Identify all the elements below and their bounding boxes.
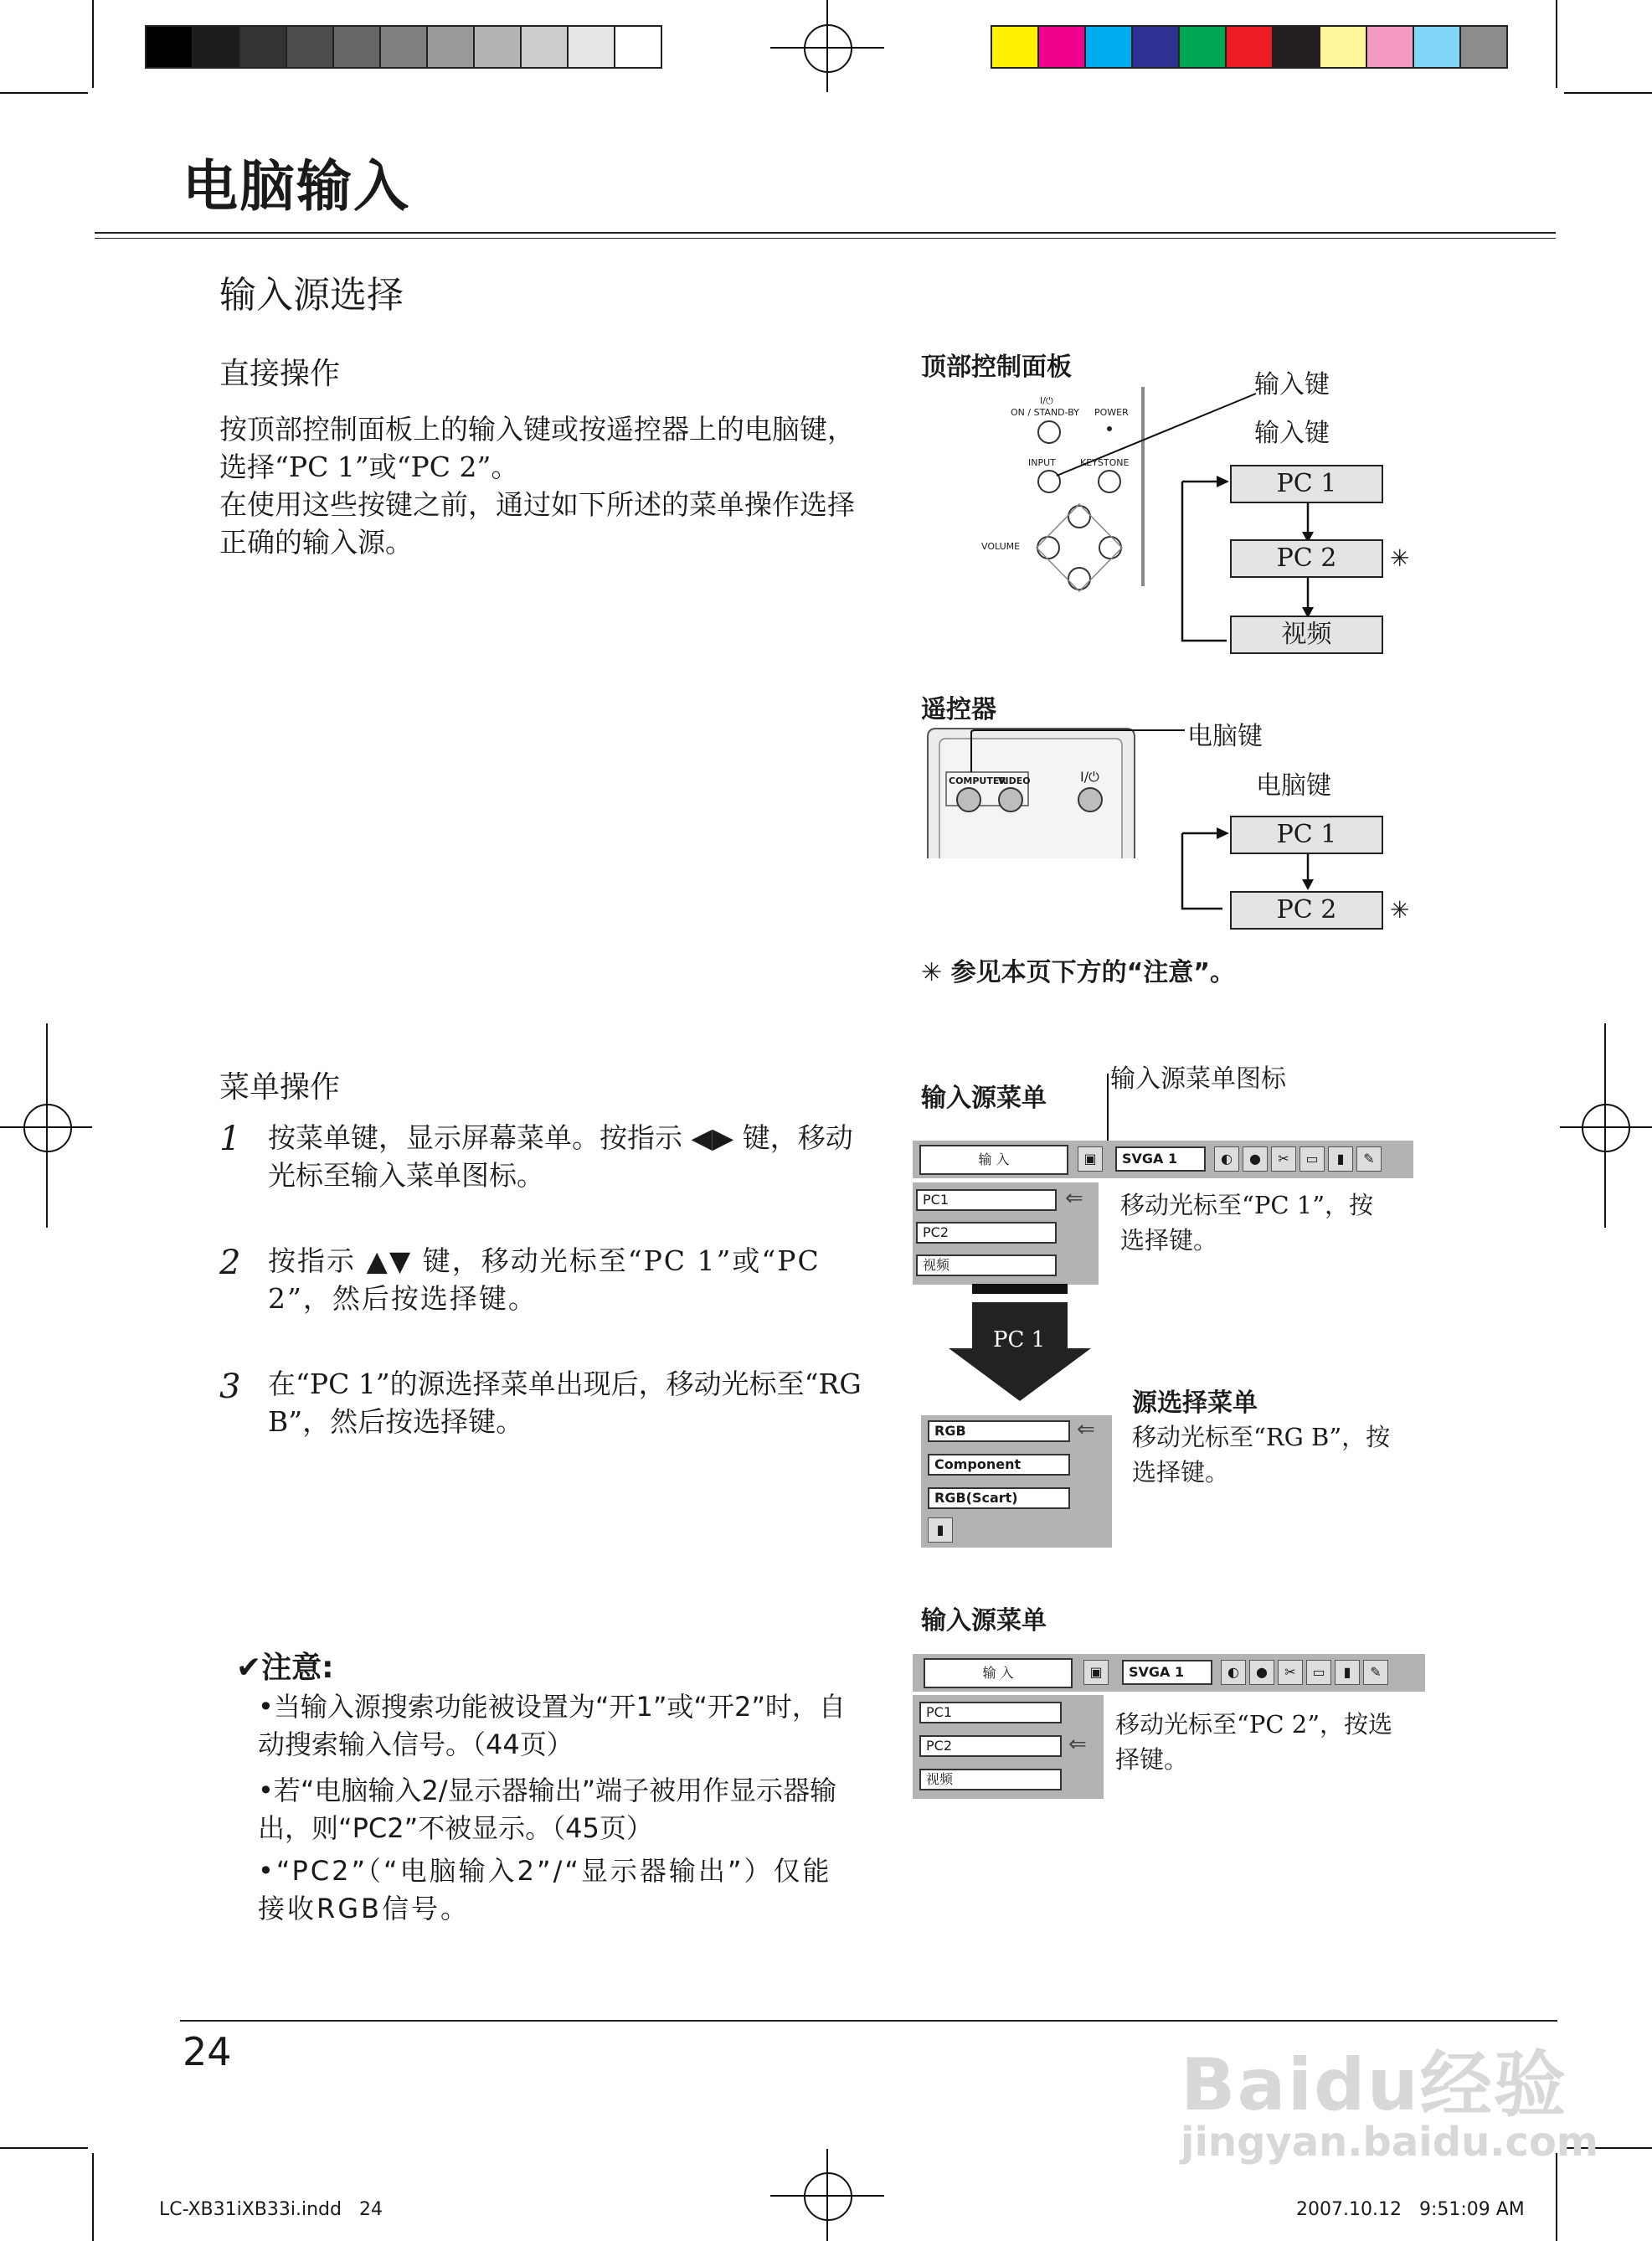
calibration-swatch	[145, 25, 193, 69]
tools-icon[interactable]: ✎	[1363, 1660, 1388, 1685]
calibration-swatch	[426, 25, 475, 69]
registration-mark-line	[826, 0, 828, 92]
calibration-swatch	[473, 25, 522, 69]
step-text: 按指示 ▲▼ 键，移动光标至“PC 1”或“PC 2”，然后按选择键。	[268, 1244, 821, 1315]
registration-mark	[23, 1104, 72, 1152]
watermark-brand: Baidu经验	[1181, 2043, 1567, 2127]
flow-bracket	[1182, 482, 1227, 641]
onoff-label: ON / STAND-BY	[1011, 407, 1079, 418]
calibration-swatch	[1413, 25, 1461, 69]
flow-box-pc1: PC 1	[1230, 465, 1383, 503]
color-icon[interactable]: ●	[1243, 1146, 1268, 1172]
source-menu-caption: 源选择菜单	[1132, 1388, 1258, 1418]
asterisk-note: ✳ 参见本页下方的“注意”。	[921, 958, 1236, 987]
remote-flow-box-pc2: PC 2	[1230, 891, 1383, 930]
direct-heading: 直接操作	[219, 357, 341, 391]
registration-mark-line	[770, 47, 884, 49]
cursor-arrow-icon: ⇐	[1077, 1417, 1095, 1442]
registration-mark-line	[770, 2195, 884, 2197]
callout-leader	[1107, 1074, 1109, 1142]
registration-mark-line	[0, 1126, 92, 1128]
footer-timestamp: 2007.10.12 9:51:09 AM	[1296, 2199, 1525, 2220]
crop-mark	[92, 0, 94, 88]
calibration-swatch	[1131, 25, 1180, 69]
computer-label: COMPUTER	[949, 775, 1006, 786]
flow-arrowhead	[1217, 476, 1229, 487]
page-number: 24	[183, 2029, 232, 2074]
calibration-swatch	[991, 25, 1039, 69]
calibration-swatch	[520, 25, 569, 69]
keystone-button	[1099, 471, 1120, 492]
crop-mark	[1556, 0, 1557, 88]
info-icon[interactable]: ▮	[1335, 1660, 1360, 1685]
watermark-url: jingyan.baidu.com	[1181, 2119, 1598, 2166]
settings-icon[interactable]: ✂	[1278, 1660, 1303, 1685]
calibration-swatch	[286, 25, 334, 69]
footer-file-info: LC-XB31iXB33i.indd 24	[159, 2199, 383, 2220]
crop-mark	[0, 2147, 88, 2149]
menu-icon-callout: 输入源菜单图标	[1110, 1064, 1286, 1094]
calibration-swatch	[614, 25, 662, 69]
registration-mark-line	[46, 1023, 48, 1228]
dpad-down	[1068, 568, 1090, 590]
menu-fig2-note: 移动光标至“PC 2”，按选择键。	[1115, 1710, 1393, 1774]
asterisk-mark: ✳	[1390, 544, 1410, 572]
menu-item-video[interactable]: 视频	[919, 1769, 1062, 1790]
remote-power-button	[1078, 788, 1102, 811]
cursor-arrow-icon: ⇐	[1065, 1186, 1083, 1211]
dpad-left	[1037, 537, 1059, 559]
step-text: 在“PC 1”的源选择菜单出现后，移动光标至“RG B”，然后按选择键。	[268, 1368, 862, 1438]
flow-bracket	[1182, 833, 1222, 909]
menu-item-pc1[interactable]: PC1	[916, 1189, 1057, 1211]
power-symbol: I/⏻	[1040, 395, 1053, 406]
crop-mark	[1564, 92, 1652, 94]
source-menu-note: 移动光标至“RG B”，按选择键。	[1132, 1423, 1391, 1486]
registration-mark-line	[1560, 1126, 1652, 1128]
direct-paragraph-1: 按顶部控制面板上的输入键或按遥控器上的电脑键，选择“PC 1”或“PC 2”。	[219, 413, 855, 483]
settings-icon[interactable]: ✂	[1271, 1146, 1296, 1172]
menu-signal: SVGA 1	[1122, 1660, 1212, 1685]
arrow-top-bar	[972, 1284, 1068, 1294]
source-item-rgb[interactable]: RGB	[928, 1420, 1070, 1442]
footer-rule	[180, 2020, 1557, 2022]
flow-box-pc2: PC 2	[1230, 539, 1383, 578]
flow-box-video: 视频	[1230, 616, 1383, 654]
calibration-swatch	[1037, 25, 1086, 69]
menu-item-pc1[interactable]: PC1	[919, 1702, 1062, 1723]
video-label: VIDEO	[998, 775, 1031, 786]
crop-mark	[1556, 2153, 1557, 2241]
screen-icon[interactable]: ▭	[1306, 1660, 1331, 1685]
arrow-label: PC 1	[993, 1327, 1046, 1352]
flow-arrowhead	[1302, 879, 1314, 890]
step-number: 2	[219, 1244, 241, 1282]
computer-button	[957, 788, 980, 811]
remote-callout: 电脑键	[1187, 722, 1263, 751]
title-rule-thin	[95, 238, 1556, 239]
asterisk-mark: ✳	[1390, 896, 1410, 924]
input-button	[1038, 471, 1060, 492]
tools-icon[interactable]: ✎	[1356, 1146, 1382, 1172]
dpad-up	[1068, 506, 1090, 528]
calibration-swatch	[379, 25, 428, 69]
note-item: •当输入源搜索功能被设置为“开1”或“开2”时，自动搜索输入信号。（44页）	[258, 1691, 846, 1760]
top-panel-callout: 输入键	[1254, 370, 1330, 399]
remote-caption: 遥控器	[921, 695, 996, 724]
flow-arrowhead	[1217, 827, 1229, 839]
calibration-swatch	[567, 25, 615, 69]
remote-flow-title: 电脑键	[1256, 771, 1331, 801]
crop-mark	[92, 2153, 94, 2241]
calibration-swatch	[1459, 25, 1508, 69]
screen-icon[interactable]: ▭	[1299, 1146, 1325, 1172]
step-number: 3	[219, 1368, 241, 1406]
top-panel-caption: 顶部控制面板	[921, 353, 1072, 382]
step-number: 1	[219, 1120, 241, 1158]
onoff-button	[1038, 421, 1060, 443]
menu-item-pc2[interactable]: PC2	[916, 1222, 1057, 1244]
info-icon[interactable]: ▮	[1328, 1146, 1353, 1172]
calibration-swatch	[1178, 25, 1227, 69]
image-icon[interactable]: ◐	[1214, 1146, 1239, 1172]
video-button	[999, 788, 1022, 811]
menu-ops-heading: 菜单操作	[219, 1070, 341, 1105]
menu-fig1-caption: 输入源菜单	[921, 1084, 1047, 1113]
calibration-swatch	[332, 25, 381, 69]
power-label: POWER	[1094, 407, 1129, 418]
top-panel-flow-title: 输入键	[1254, 419, 1330, 448]
title-rule	[95, 232, 1556, 234]
registration-mark	[804, 24, 852, 73]
menu-item-video[interactable]: 视频	[916, 1254, 1057, 1276]
keystone-label: KEYSTONE	[1080, 457, 1130, 468]
registration-mark	[1582, 1104, 1630, 1152]
input-menu-icon[interactable]: ▣	[1078, 1146, 1103, 1172]
calibration-swatch	[1084, 25, 1133, 69]
section-title: 输入源选择	[219, 274, 404, 317]
page-title: 电脑输入	[183, 154, 410, 219]
notes-title: ✔注意:	[236, 1651, 334, 1685]
registration-mark-line	[1604, 1023, 1606, 1228]
source-item-rgb-scart[interactable]: RGB(Scart)	[928, 1487, 1070, 1509]
remote-flow-box-pc1: PC 1	[1230, 816, 1383, 854]
calibration-swatch	[1319, 25, 1367, 69]
exit-icon[interactable]: ▮	[928, 1517, 953, 1543]
note-item: •“PC2”（“电脑输入2”/“显示器输出”）仅能接收RGB信号。	[258, 1855, 832, 1924]
volume-label: VOLUME	[981, 541, 1021, 552]
registration-mark	[804, 2172, 852, 2221]
calibration-swatch	[1366, 25, 1414, 69]
remote-power-symbol: I/⏻	[1080, 769, 1099, 785]
cursor-arrow-icon: ⇐	[1068, 1732, 1087, 1757]
menu-fig1-note: 移动光标至“PC 1”，按选择键。	[1120, 1191, 1374, 1254]
calibration-swatch	[1272, 25, 1320, 69]
calibration-swatch	[192, 25, 240, 69]
menu-input-label: 输 入	[924, 1658, 1073, 1688]
power-led	[1107, 426, 1112, 431]
menu-fig2-caption: 输入源菜单	[921, 1606, 1047, 1636]
image-icon[interactable]: ◐	[1221, 1660, 1246, 1685]
step-text: 按菜单键，显示屏幕菜单。按指示 ◀▶ 键，移动光标至输入菜单图标。	[268, 1121, 853, 1192]
input-menu-icon[interactable]: ▣	[1083, 1660, 1109, 1685]
calibration-swatch	[239, 25, 287, 69]
menu-input-label: 输 入	[919, 1145, 1068, 1175]
menu-item-pc2[interactable]: PC2	[919, 1735, 1062, 1757]
calibration-swatch	[1225, 25, 1274, 69]
dpad-right	[1099, 537, 1121, 559]
crop-mark	[0, 92, 88, 94]
menu-signal: SVGA 1	[1115, 1146, 1206, 1172]
note-item: •若“电脑输入2/显示器输出”端子被用作显示器输出，则“PC2”不被显示。（45页）	[258, 1775, 837, 1844]
color-icon[interactable]: ●	[1249, 1660, 1274, 1685]
source-item-component[interactable]: Component	[928, 1454, 1070, 1476]
input-label: INPUT	[1028, 457, 1056, 468]
direct-paragraph-2: 在使用这些按键之前，通过如下所述的菜单操作选择正确的输入源。	[219, 488, 855, 559]
